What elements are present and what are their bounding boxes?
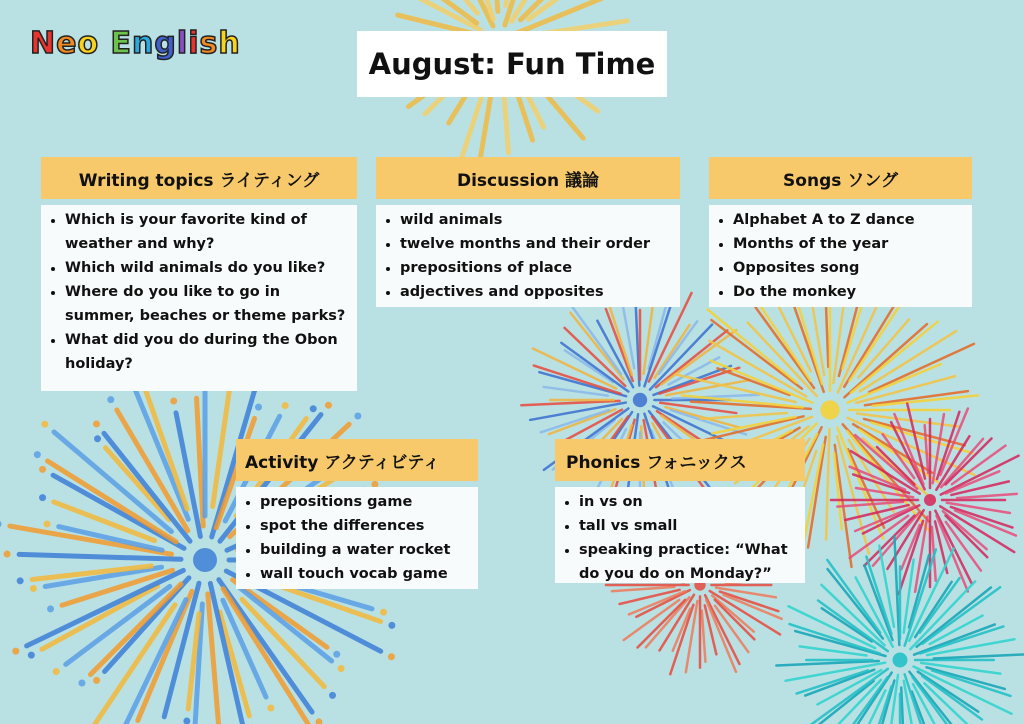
list-item: • Which wild animals do you like? xyxy=(65,256,351,280)
discussion-list xyxy=(376,205,680,308)
activity-heading-text: Activity アクティビティ xyxy=(245,452,440,473)
logo-letter: i xyxy=(188,26,200,61)
list-item: • building a water rocket xyxy=(260,538,472,562)
list-item: • tall vs small xyxy=(579,514,799,538)
logo-letter: N xyxy=(30,26,57,61)
list-item: • Do the monkey xyxy=(733,280,966,304)
logo-letter: e xyxy=(56,26,78,61)
neo-english-logo xyxy=(30,26,241,61)
list-item: • speaking practice: “What do you do on Monday?” xyxy=(579,538,799,586)
discussion-body xyxy=(376,205,680,307)
songs-body xyxy=(709,205,972,307)
list-item: • Months of the year xyxy=(733,232,966,256)
songs-heading-text: Songs ソング xyxy=(783,170,898,191)
list-item: • wall touch vocab game xyxy=(260,562,472,586)
activity-card xyxy=(236,439,478,589)
logo-letter xyxy=(99,26,110,61)
list-item: • in vs on xyxy=(579,490,799,514)
activity-list xyxy=(236,487,478,590)
logo-letter: s xyxy=(199,26,219,61)
writing-topics-body xyxy=(41,205,357,391)
discussion-heading xyxy=(376,157,680,199)
logo-letter: o xyxy=(77,26,100,61)
phonics-card xyxy=(555,439,805,583)
list-item: • Alphabet A to Z dance xyxy=(733,208,966,232)
logo-letter: E xyxy=(110,26,133,61)
discussion-heading-text: Discussion 議論 xyxy=(456,170,599,191)
logo-letter: g xyxy=(154,26,177,61)
phonics-list xyxy=(555,487,805,590)
list-item: • prepositions of place xyxy=(400,256,674,280)
songs-card xyxy=(709,157,972,307)
songs-heading xyxy=(709,157,972,199)
writing-topics-card xyxy=(41,157,357,391)
list-item: • adjectives and opposites xyxy=(400,280,674,304)
phonics-heading-text: Phonics フォニックス xyxy=(566,452,747,473)
list-item: • spot the differences xyxy=(260,514,472,538)
list-item: • wild animals xyxy=(400,208,674,232)
writing-topics-heading-text: Writing topics ライティング xyxy=(78,170,320,191)
writing-topics-heading xyxy=(41,157,357,199)
list-item: • Which is your favorite kind of weather and why? xyxy=(65,208,351,256)
firework-bottom-teal xyxy=(776,536,1023,724)
list-item: • Where do you like to go in summer, beaches or theme parks? xyxy=(65,280,351,328)
activity-heading xyxy=(236,439,478,481)
list-item: • twelve months and their order xyxy=(400,232,674,256)
phonics-body xyxy=(555,487,805,583)
list-item: • prepositions game xyxy=(260,490,472,514)
firework-right-pink xyxy=(831,404,1019,594)
logo-letter: h xyxy=(218,26,241,61)
activity-body xyxy=(236,487,478,589)
list-item: • What did you do during the Obon holiday? xyxy=(65,328,351,376)
page-title: August: Fun Time xyxy=(368,47,656,81)
page-title-box xyxy=(357,31,667,97)
discussion-card xyxy=(376,157,680,307)
logo-letter: l xyxy=(176,26,189,61)
logo-letter: n xyxy=(132,26,155,61)
list-item: • Opposites song xyxy=(733,256,966,280)
songs-list xyxy=(709,205,972,308)
writing-topics-list xyxy=(41,205,357,380)
phonics-heading xyxy=(555,439,805,481)
